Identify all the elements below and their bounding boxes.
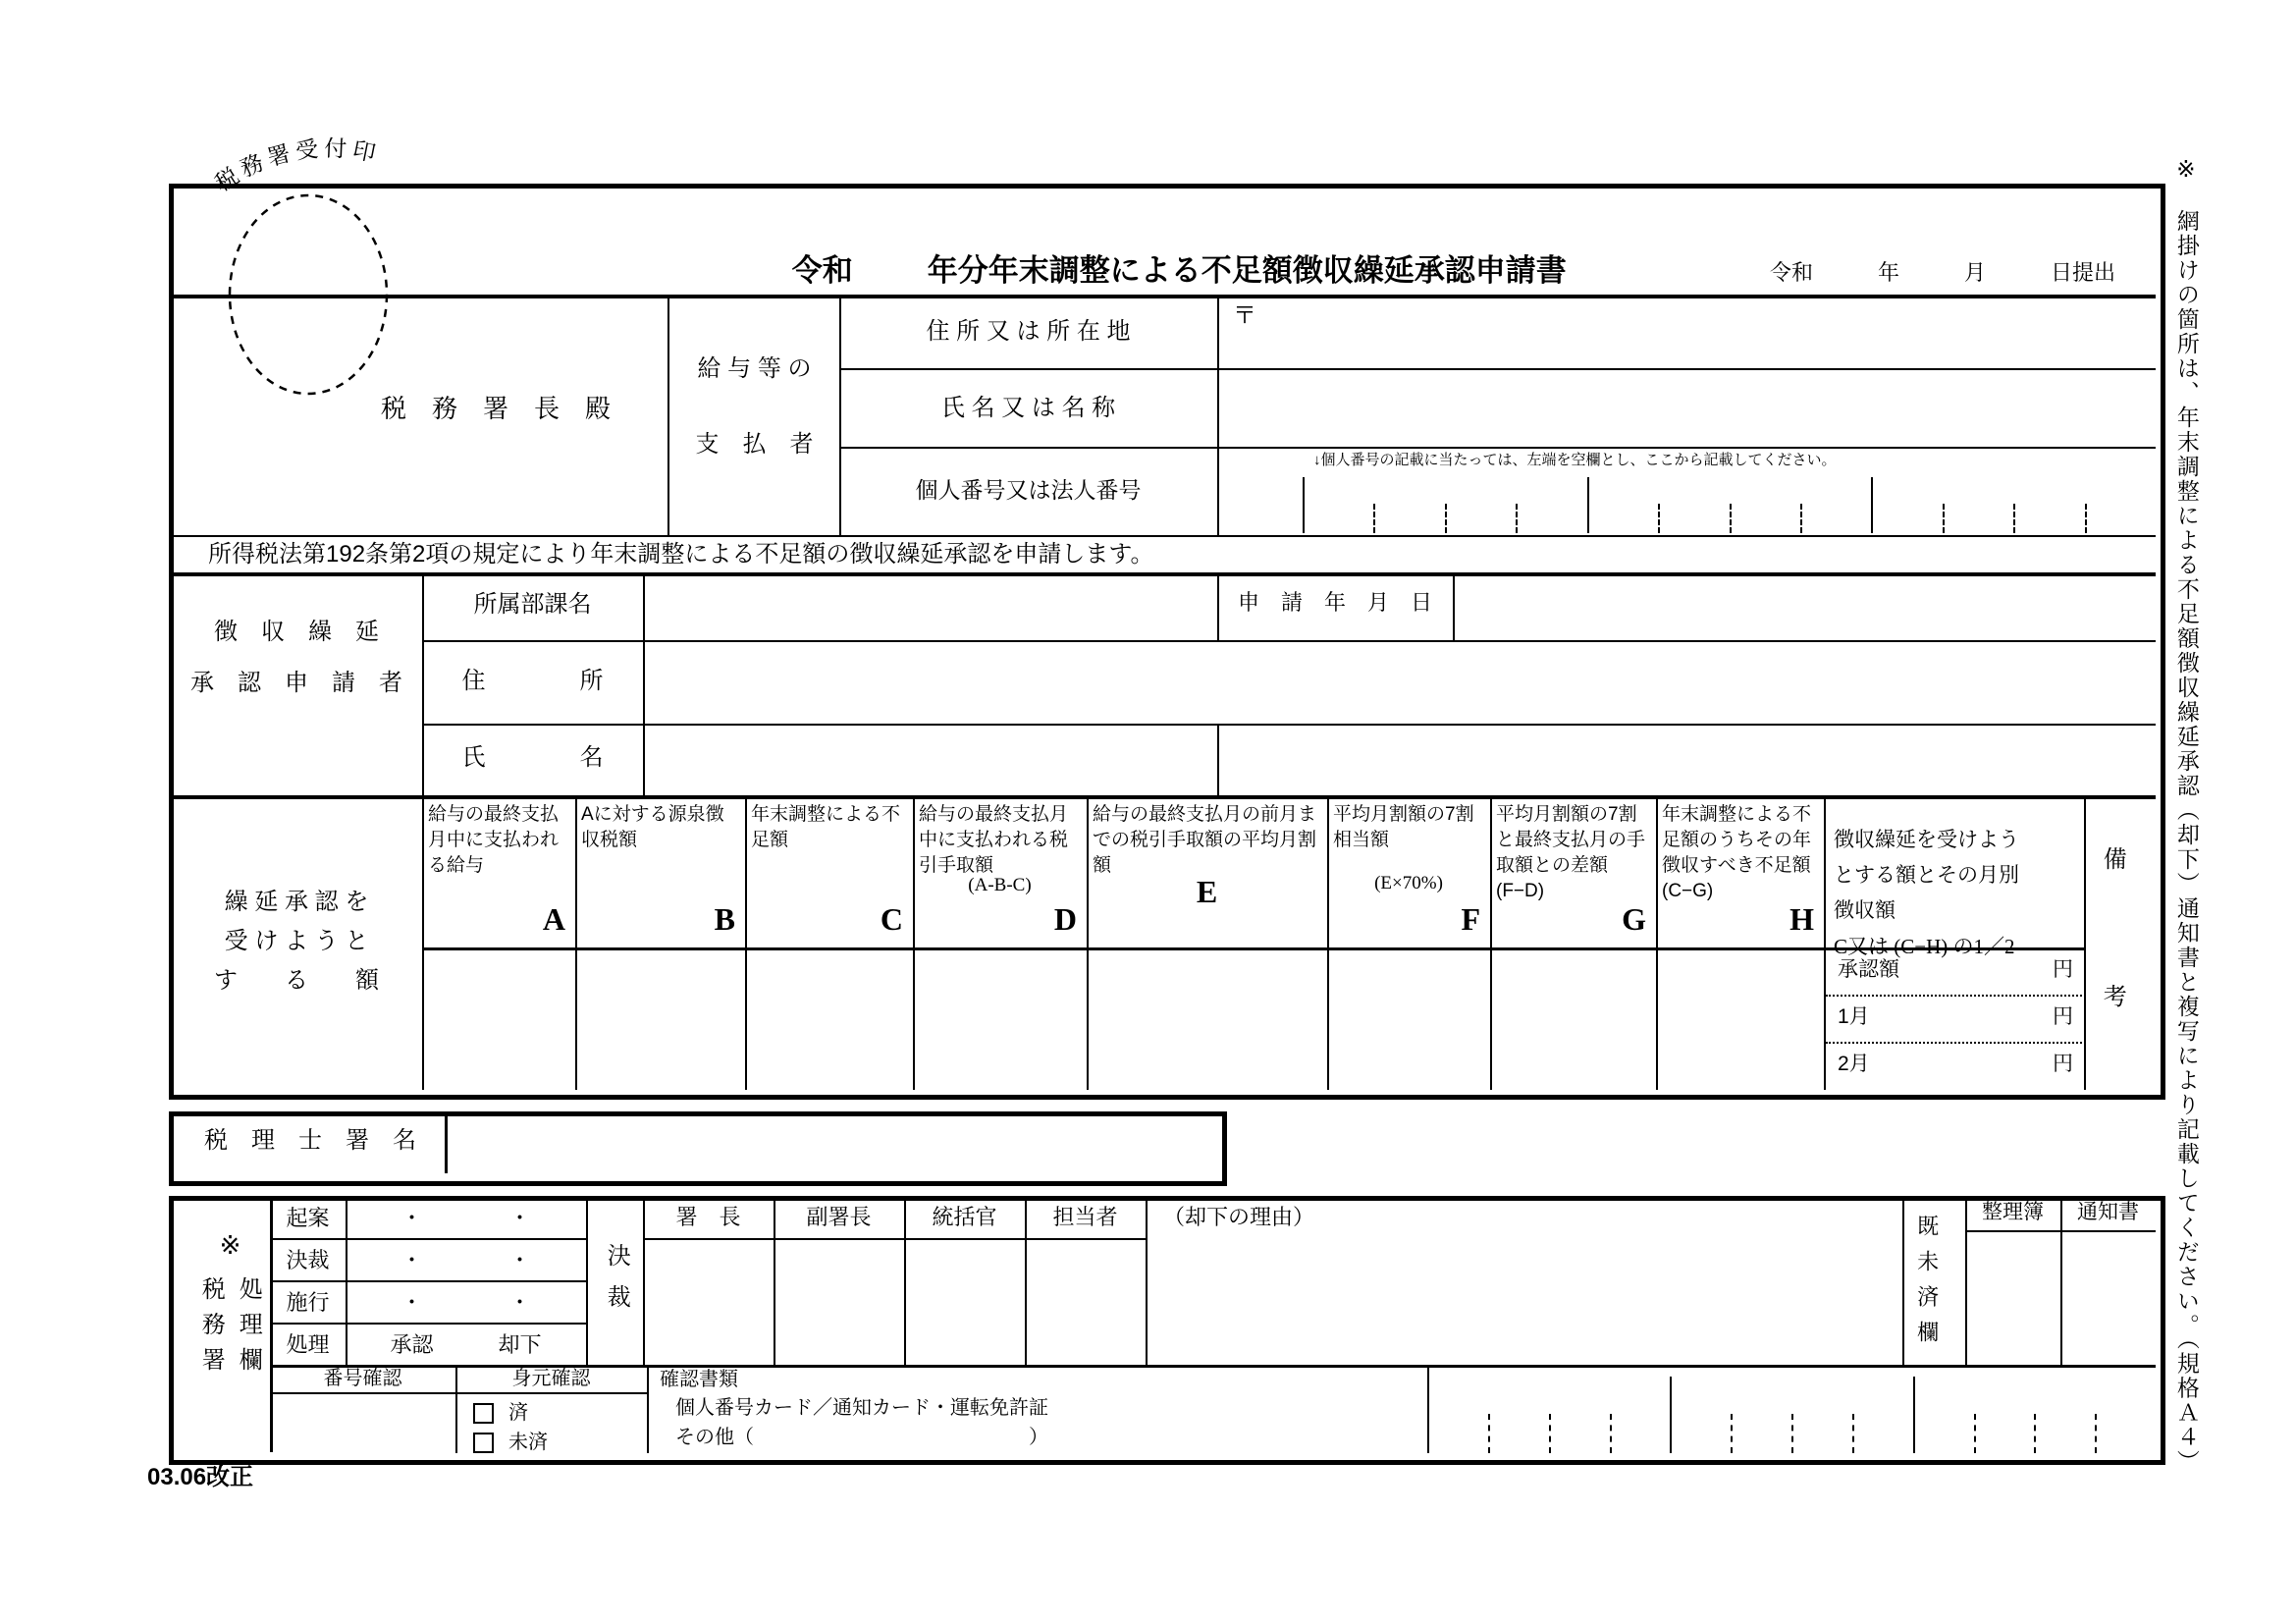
january-amount-input[interactable] — [1826, 997, 2002, 1040]
number-check-label: 番号確認 — [323, 1368, 402, 1389]
january-amount-label: 1月 — [1838, 1005, 1870, 1028]
ledger-cell[interactable] — [1967, 1232, 2058, 1363]
amount-d-cell[interactable] — [915, 951, 1085, 1088]
divider — [422, 724, 2156, 726]
application-date-input[interactable] — [1455, 576, 2154, 638]
applicant-label-line1: 徴 収 繰 延 — [214, 619, 379, 645]
applicant-address-input[interactable] — [645, 644, 2154, 722]
deferral-col-header — [1834, 823, 2079, 964]
approved-amount-unit: 円 — [2053, 958, 2073, 981]
deferral-row-label-line3: す る 額 — [214, 967, 379, 994]
col-d-letter: D — [1053, 901, 1077, 937]
identity-notdone-checkbox[interactable] — [473, 1433, 494, 1453]
era-label: 令和 — [791, 253, 853, 289]
amount-a-cell[interactable] — [424, 951, 573, 1088]
documents-label: 確認書類 — [660, 1369, 738, 1390]
declaration-sentence: 所得税法第192条第2項の規定により年末調整による不足額の徴収繰延承認を申請します。 — [208, 541, 1154, 568]
col-b-header: Aに対する源泉徴収税額 — [581, 804, 724, 850]
payer-address-label: 住 所 又 は 所 在 地 — [926, 318, 1131, 345]
col-d-header: 給与の最終支払月中に支払われる税引手取額 — [919, 804, 1069, 876]
postal-mark: 〒 — [1233, 302, 1256, 329]
step-approval-label: 決裁 — [286, 1248, 330, 1272]
remarks-cell[interactable] — [2086, 949, 2154, 1088]
remarks-column-label: 備考 — [2099, 846, 2126, 1121]
applicant-label-line2: 承 認 申 請 者 — [190, 670, 402, 696]
deferral-col-line2: とする額とその月別 — [1834, 864, 2019, 887]
kessai-label: 決裁 — [603, 1243, 630, 1325]
col-c-header: 年末調整による不足額 — [751, 804, 901, 850]
chief-cell[interactable] — [645, 1240, 772, 1363]
payer-name-input[interactable] — [1223, 372, 2152, 445]
col-b-letter: B — [714, 901, 735, 937]
col-a-header: 給与の最終支払月中に支払われる給与 — [428, 804, 560, 876]
staff-column-header: 担当者 — [1052, 1205, 1118, 1229]
divider — [422, 640, 2156, 642]
number-check-cell[interactable] — [272, 1394, 454, 1451]
rejection-reason-label: （却下の理由） — [1163, 1205, 1315, 1229]
deferral-col-formula: C又は (C−H) の1／2 — [1834, 935, 2015, 958]
settled-unsettled-label: 既未済欄 — [1914, 1215, 1940, 1356]
amount-h-cell[interactable] — [1658, 951, 1822, 1088]
deferral-row-label-line2: 受 け よ う と — [224, 928, 369, 954]
applicant-address-label: 住 所 — [461, 668, 604, 694]
divider — [667, 295, 669, 535]
payer-address-input[interactable] — [1223, 298, 2152, 366]
notice-column-header: 通知書 — [2077, 1201, 2139, 1223]
divider — [169, 795, 2156, 799]
amount-f-cell[interactable] — [1329, 951, 1488, 1088]
divider — [270, 1323, 586, 1325]
step-draft-value[interactable]: ・ ・ — [400, 1206, 531, 1230]
applicant-name-input[interactable] — [645, 728, 1215, 793]
divider — [647, 1365, 649, 1453]
january-amount-unit: 円 — [2053, 1005, 2073, 1028]
col-g-header: 平均月割額の7割と最終支払月の手取額との差額 (F−D) — [1496, 804, 1646, 901]
col-g-letter: G — [1622, 901, 1646, 937]
deferral-row-label-line1: 繰 延 承 認 を — [224, 889, 369, 915]
amount-g-cell[interactable] — [1492, 951, 1654, 1088]
side-instruction-note: ※ 網掛けの箇所は、年末調整による不足額徴収繰延承認（却下）通知書と複写により記載してください。（規格Ａ４） — [2173, 157, 2200, 1475]
approved-amount-label: 承認額 — [1838, 958, 1899, 981]
step-process-label: 処理 — [286, 1332, 330, 1357]
deputy-chief-cell[interactable] — [775, 1240, 902, 1363]
col-h-letter: H — [1789, 901, 1814, 937]
col-c-letter: C — [880, 901, 903, 937]
divider — [1217, 295, 1219, 535]
col-e-header: 給与の最終支払月の前月までの税引手取額の平均月割額 — [1093, 804, 1317, 876]
deferral-col-line1: 徴収繰延を受けよう — [1834, 829, 2019, 851]
svg-text:税務署受付印 — [210, 135, 382, 196]
page-title: 年分年末調整による不足額徴収繰延承認申請書 — [927, 253, 1567, 289]
staff-cell[interactable] — [1027, 1240, 1144, 1363]
step-approval-value[interactable]: ・ ・ — [400, 1248, 531, 1272]
identity-check-label: 身元確認 — [511, 1368, 591, 1389]
payer-name-label: 氏 名 又 は 名 称 — [940, 395, 1116, 421]
notice-cell[interactable] — [2062, 1232, 2154, 1363]
divider — [1217, 724, 1219, 795]
col-h-header: 年末調整による不足額のうちその年徴収すべき不足額(C−G) — [1662, 804, 1812, 901]
identity-done-checkbox[interactable] — [473, 1403, 494, 1424]
office-side-label-col2: 処理欄 — [235, 1276, 262, 1382]
col-a-letter: A — [542, 901, 565, 937]
applicant-dept-label: 所属部課名 — [473, 591, 592, 618]
number-entry-note: ↓個人番号の記載に当たっては、左端を空欄とし、ここから記載してください。 — [1313, 452, 1837, 468]
payer-number-label: 個人番号又は法人番号 — [915, 477, 1142, 503]
step-process-value[interactable]: 承認 却下 — [390, 1332, 542, 1357]
step-draft-label: 起案 — [286, 1206, 330, 1230]
documents-line1: 個人番号カード／通知カード・運転免許証 — [675, 1397, 1048, 1419]
payer-group-label-line2: 支 払 者 — [695, 431, 814, 458]
col-f-letter: F — [1461, 901, 1480, 937]
february-amount-label: 2月 — [1838, 1053, 1870, 1075]
rejection-reason-area[interactable] — [1148, 1240, 1900, 1363]
supervisor-cell[interactable] — [906, 1240, 1023, 1363]
deputy-chief-column-header: 副署長 — [806, 1205, 872, 1229]
applicant-name-label: 氏 名 — [461, 744, 604, 771]
col-d-formula: (A-B-C) — [968, 875, 1032, 895]
payer-group-label-line1: 給 与 等 の — [697, 355, 812, 382]
application-date-label: 申 請 年 月 日 — [1237, 590, 1432, 615]
amount-c-cell[interactable] — [747, 951, 911, 1088]
payer-number-input[interactable] — [1223, 451, 2152, 533]
col-f-formula: (E×70%) — [1374, 873, 1443, 893]
divider — [1902, 1196, 1904, 1365]
applicant-dept-input[interactable] — [645, 576, 1215, 638]
february-amount-input[interactable] — [1826, 1044, 2002, 1087]
amount-b-cell[interactable] — [577, 951, 743, 1088]
stamp-label: 税務署受付印 — [210, 135, 383, 196]
supervisor-column-header: 統括官 — [932, 1205, 997, 1229]
col-e-letter: E — [1196, 874, 1218, 909]
divider — [586, 1196, 588, 1365]
documents-line2[interactable]: その他（ ） — [675, 1427, 1048, 1448]
divider — [270, 1238, 586, 1240]
identity-done-label: 済 — [508, 1402, 528, 1424]
tax-accountant-label: 税 理 士 署 名 — [204, 1127, 416, 1154]
deferral-col-line3: 徴収額 — [1834, 899, 1896, 922]
identity-doc-number-strip[interactable] — [1429, 1367, 2154, 1451]
office-mark: ※ — [219, 1230, 241, 1260]
col-f-header: 平均月割額の7割相当額 — [1333, 804, 1474, 850]
approved-amount-input[interactable] — [1826, 949, 2002, 993]
office-side-label-col1: 税務署 — [197, 1276, 225, 1382]
divider — [169, 535, 2156, 537]
divider — [270, 1280, 586, 1282]
tax-accountant-signature-input[interactable] — [451, 1116, 1215, 1171]
tax-office-addressee: 税 務 署 長 殿 — [380, 394, 611, 423]
submit-date-line[interactable]: 令和 年 月 日提出 — [1769, 260, 2115, 285]
identity-notdone-label: 未済 — [508, 1432, 548, 1453]
divider — [839, 368, 2156, 370]
february-amount-unit: 円 — [2053, 1053, 2073, 1075]
divider — [445, 1114, 448, 1173]
amount-e-cell[interactable] — [1089, 951, 1325, 1088]
step-enforce-label: 施行 — [286, 1290, 330, 1315]
divider — [839, 447, 2156, 449]
revision-note: 03.06改正 — [147, 1464, 254, 1490]
step-enforce-value[interactable]: ・ ・ — [400, 1290, 531, 1315]
chief-column-header: 署 長 — [675, 1205, 741, 1229]
ledger-column-header: 整理簿 — [1982, 1201, 2044, 1223]
